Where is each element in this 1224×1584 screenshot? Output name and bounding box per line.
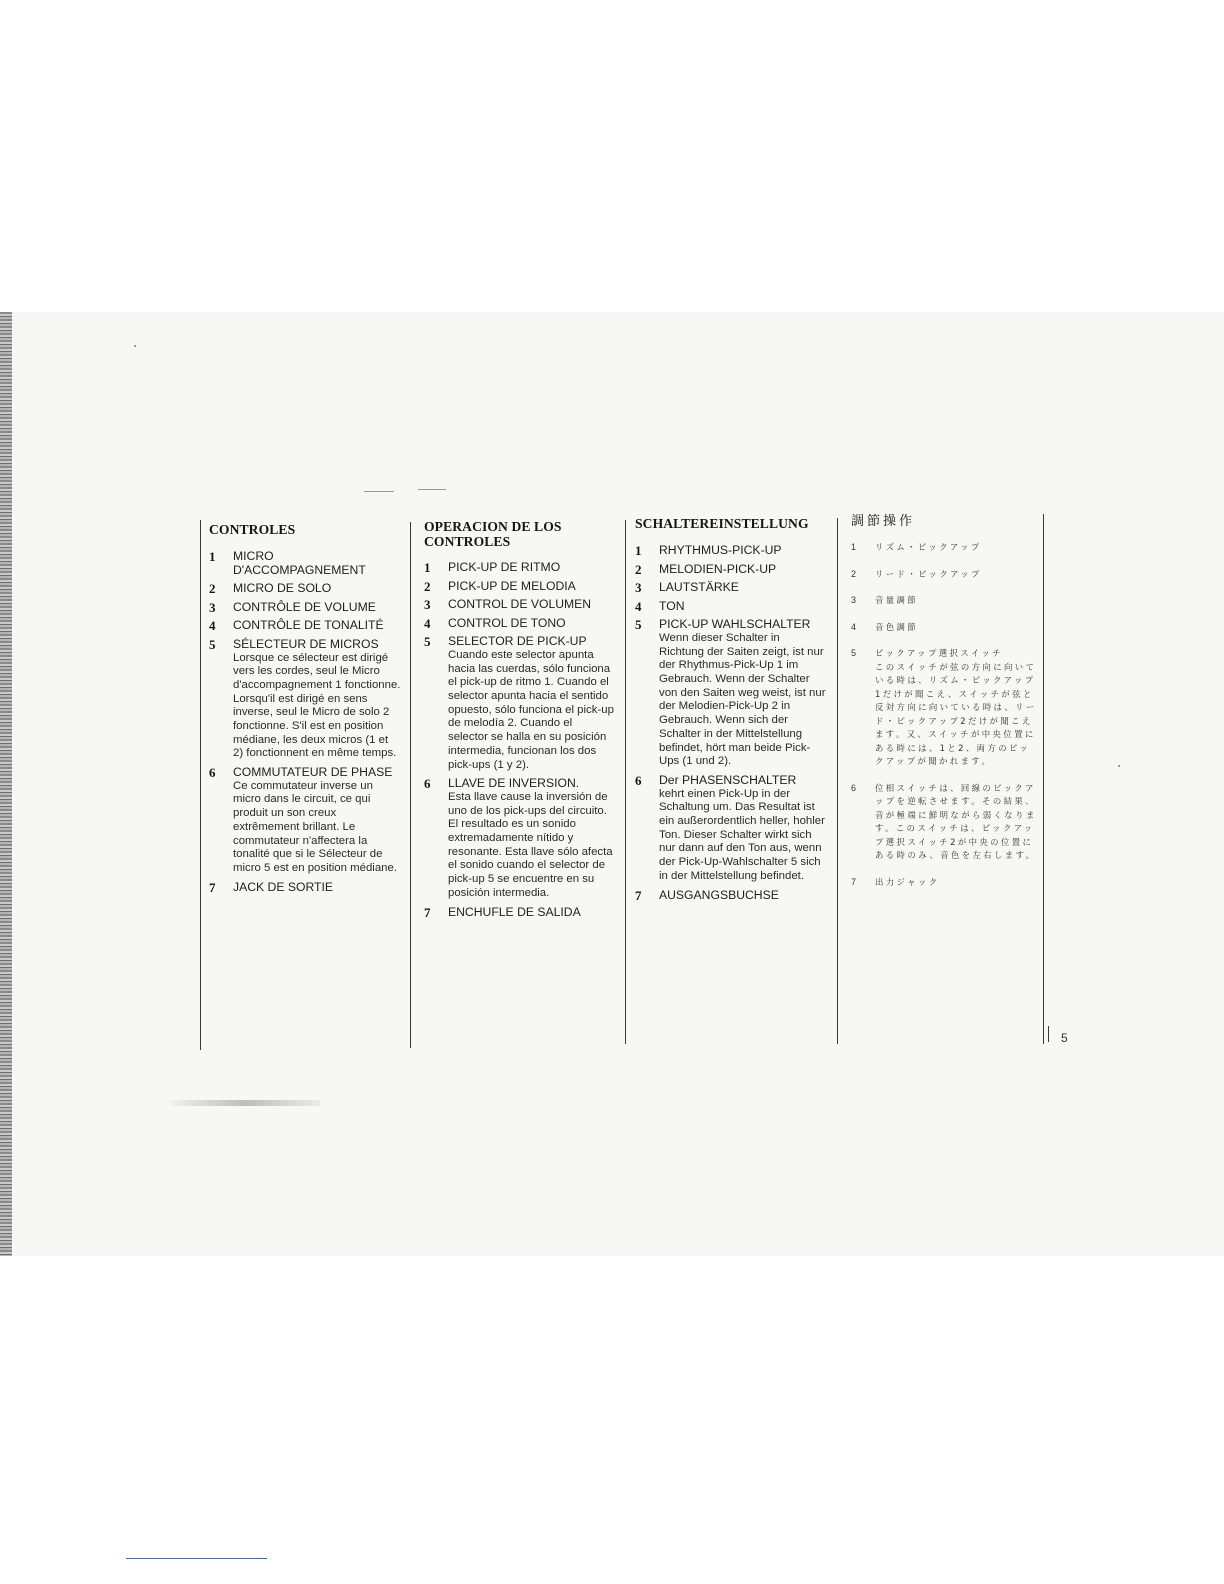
item-number: 4 xyxy=(209,618,216,634)
column-rule xyxy=(410,522,411,1048)
page-edge-rule xyxy=(1048,1026,1049,1042)
item-number: 2 xyxy=(851,568,857,579)
item-number: 7 xyxy=(851,876,857,887)
list-item xyxy=(424,580,614,594)
list-item xyxy=(209,550,401,577)
item-number: 7 xyxy=(635,887,642,903)
item-label: MICRO D'ACCOMPAGNEMENT xyxy=(233,549,366,577)
item-label: SÉLECTEUR DE MICROS xyxy=(233,636,379,651)
list-item xyxy=(851,647,1037,769)
list-item xyxy=(635,618,827,769)
scan-mark xyxy=(364,491,394,492)
list-item xyxy=(209,766,401,876)
column-rule xyxy=(200,520,201,1050)
item-number: 4 xyxy=(851,621,857,632)
list-item xyxy=(851,568,1037,582)
item-label: 音色調節 xyxy=(875,621,919,632)
column-rule xyxy=(837,518,838,1044)
item-label: LLAVE DE INVERSION. xyxy=(448,776,580,791)
item-number: 6 xyxy=(424,776,431,792)
item-label: CONTROL DE VOLUMEN xyxy=(448,597,592,612)
item-label: ENCHUFLE DE SALIDA xyxy=(448,904,581,919)
item-description: このスイッチが弦の方向に向いている時は、リズム・ピックアップ1だけが聞こえ、スイッチが弦と反対方向に向いている時は、リード・ピックアップ2だけが聞こえます。又、スイッチが中央位置にある時には、1と2、両方のピックアップが聞かれます。 xyxy=(875,661,1037,766)
list-item xyxy=(635,563,827,577)
list-item xyxy=(209,601,401,615)
item-number: 7 xyxy=(209,879,216,895)
list-item xyxy=(635,600,827,614)
item-label: TON xyxy=(659,598,685,613)
list-item xyxy=(851,541,1037,555)
item-label: RHYTHMUS-PICK-UP xyxy=(659,543,782,557)
column-heading: SCHALTEREINSTELLUNG xyxy=(635,516,809,531)
item-description: Cuando este selector apunta hacia las cuerdas, sólo funciona el pick-up de ritmo 1. Cuando el selector apunta hacia el sentido opuesto, sólo funciona el pick-up de melodía 2. Cuando el selector se halla en su posición intermedia, funcionan los dos pick-ups (1 y 2). xyxy=(448,648,614,771)
scan-smudge xyxy=(170,1100,320,1106)
item-number: 7 xyxy=(424,904,431,920)
item-number: 5 xyxy=(851,648,857,658)
item-number: 3 xyxy=(851,595,857,605)
column-german xyxy=(635,516,827,907)
list-item xyxy=(209,619,401,633)
item-label: CONTROL DE TONO xyxy=(448,615,566,630)
list-item xyxy=(424,777,614,900)
column-spanish xyxy=(424,519,614,924)
scan-mark xyxy=(418,489,446,490)
list-item xyxy=(209,881,401,895)
list-item xyxy=(851,876,1037,890)
item-label: JACK DE SORTIE xyxy=(233,879,334,894)
item-label: リズム・ピックアップ xyxy=(875,542,982,552)
item-label: PICK-UP DE MELODIA xyxy=(448,578,576,593)
item-description: Ce commutateur inverse un micro dans le circuit, ce qui produit un son creux extrêmement brillant. Le commutateur n'affectera la tonalité que si le Sélecteur de micro 5 est en position médiane. xyxy=(233,779,397,874)
item-number: 1 xyxy=(209,549,216,564)
item-label: MELODIEN-PICK-UP xyxy=(659,561,777,576)
column-rule xyxy=(625,520,626,1044)
item-label: MICRO DE SOLO xyxy=(233,581,332,596)
item-label: 音量調節 xyxy=(875,595,919,605)
list-item xyxy=(635,889,827,903)
scan-edge-texture xyxy=(0,312,12,1256)
item-label: ピックアップ選択スイッチ xyxy=(875,648,1004,658)
scan-speck xyxy=(1118,765,1120,767)
item-number: 1 xyxy=(851,542,857,552)
column-heading: 調節操作 xyxy=(851,514,916,529)
list-item xyxy=(635,774,827,884)
item-description: kehrt einen Pick-Up in der Schaltung um. Das Resultat ist ein außerordentlich heller, hohler Ton. Dieser Schalter wirkt sich nur dann auf den Ton aus, wenn der Pick-Up-Wahlschalter 5 sich in der Mittelstellung befindet. xyxy=(659,787,825,882)
item-number: 3 xyxy=(424,597,431,613)
list-item xyxy=(424,617,614,631)
scan-speck xyxy=(134,345,136,347)
item-number: 6 xyxy=(851,782,857,793)
item-label: LAUTSTÄRKE xyxy=(659,580,739,595)
column-rule xyxy=(1043,514,1044,1044)
item-number: 2 xyxy=(209,581,216,597)
list-item xyxy=(424,635,614,772)
item-label: CONTRÔLE DE TONALITÉ xyxy=(233,618,384,633)
list-item xyxy=(851,782,1037,863)
item-label: PICK-UP DE RITMO xyxy=(448,560,561,574)
column-japanese xyxy=(851,514,1037,902)
item-number: 4 xyxy=(424,615,431,631)
page-number: 5 xyxy=(1061,1031,1068,1045)
item-number: 4 xyxy=(635,598,642,614)
item-number: 5 xyxy=(424,634,431,650)
column-heading: OPERACION DE LOS CONTROLES xyxy=(424,519,562,549)
column-heading: CONTROLES xyxy=(209,522,296,537)
item-number: 3 xyxy=(635,580,642,596)
item-number: 1 xyxy=(424,560,431,575)
item-number: 2 xyxy=(424,578,431,594)
item-label: 出力ジャック xyxy=(875,876,940,887)
item-label: Der PHASENSCHALTER xyxy=(659,773,797,787)
item-label: PICK-UP WAHLSCHALTER xyxy=(659,617,811,632)
column-french xyxy=(209,522,401,899)
list-item xyxy=(851,594,1037,608)
list-item xyxy=(209,638,401,761)
item-number: 5 xyxy=(635,617,642,633)
item-description: Esta llave cause la inversión de uno de los pick-ups del circuito. El resultado es un sonido extremadamente nítido y resonante. Esta llave sólo afecta el sonido cuando el selector de pick-up 5 se encuentre en su posición intermedia. xyxy=(448,790,613,899)
list-item xyxy=(424,561,614,575)
item-label: SELECTOR DE PICK-UP xyxy=(448,634,587,649)
item-number: 3 xyxy=(209,599,216,615)
item-number: 2 xyxy=(635,561,642,577)
list-item xyxy=(851,621,1037,635)
item-number: 5 xyxy=(209,636,216,652)
list-item xyxy=(635,581,827,595)
item-number: 6 xyxy=(635,773,642,788)
list-item xyxy=(635,544,827,558)
item-description: 位相スイッチは、回線のピックアップを逆転させます。その結果、音が極端に鮮明ながら弱くなります。このスイッチは、ピックアップ選択スイッチ2が中央の位置にある時のみ、音色を左右します。 xyxy=(875,782,1037,860)
list-item xyxy=(424,906,614,920)
item-label: CONTRÔLE DE VOLUME xyxy=(233,599,376,614)
item-label: AUSGANGSBUCHSE xyxy=(659,887,779,902)
list-item xyxy=(209,582,401,596)
item-description: Wenn dieser Schalter in Richtung der Saiten zeigt, ist nur der Rhythmus-Pick-Up 1 im Gebrauch. Wenn der Schalter von den Saiten weg weist, ist nur der Melodien-Pick-Up 2 in Gebrauch. Wenn sich der Schalter in der Mittelstellung befindet, hört man beide Pick-Ups (1 und 2). xyxy=(659,631,826,768)
item-label: COMMUTATEUR DE PHASE xyxy=(233,765,393,780)
list-item xyxy=(424,598,614,612)
item-label: リード・ピックアップ xyxy=(875,568,982,579)
item-number: 1 xyxy=(635,543,642,558)
item-number: 6 xyxy=(209,765,216,781)
blue-rule xyxy=(126,1558,267,1559)
item-description: Lorsque ce sélecteur est dirigé vers les cordes, seul le Micro d'accompagnement 1 fonctionne. Lorsqu'il est dirigé en sens inverse, seul le Micro de solo 2 fonctionne. S'il est en position médiane, les deux micros (1 et 2) fonctionnent en même temps. xyxy=(233,651,401,760)
